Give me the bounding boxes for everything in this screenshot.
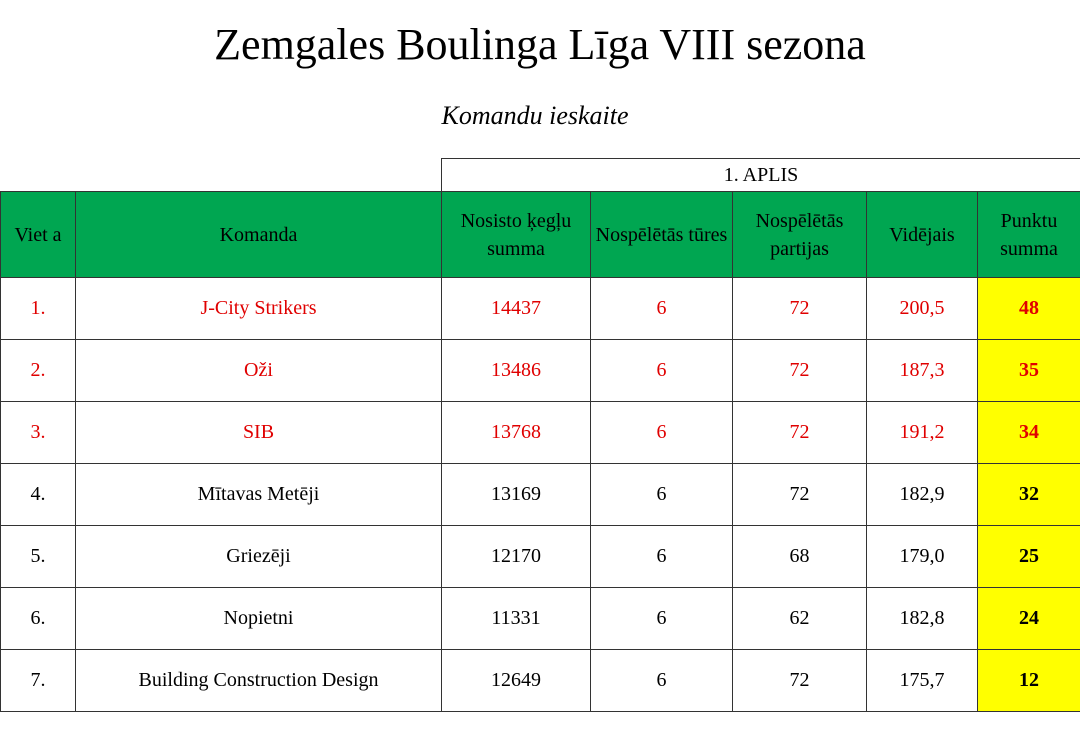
col-header-pins: Nosisto ķegļu summa xyxy=(442,192,591,278)
table-row xyxy=(1,278,1080,340)
place-cell: 1. xyxy=(1,278,76,340)
rounds-cell: 6 xyxy=(591,650,733,712)
average-cell: 179,0 xyxy=(867,526,978,588)
pins-cell: 13486 xyxy=(442,340,591,402)
pins-cell: 12649 xyxy=(442,650,591,712)
points-cell: 32 xyxy=(978,464,1080,526)
col-header-games: Nospēlētās partijas xyxy=(733,192,867,278)
average-cell: 200,5 xyxy=(867,278,978,340)
table-row xyxy=(1,588,1080,650)
average-cell: 175,7 xyxy=(867,650,978,712)
rounds-cell: 6 xyxy=(591,526,733,588)
pins-cell: 12170 xyxy=(442,526,591,588)
header-spacer xyxy=(1,159,442,192)
games-cell: 68 xyxy=(733,526,867,588)
round-header: 1. APLIS xyxy=(442,159,1080,192)
column-header-row xyxy=(1,192,1080,278)
team-cell: SIB xyxy=(76,402,442,464)
points-cell: 24 xyxy=(978,588,1080,650)
average-cell: 182,8 xyxy=(867,588,978,650)
table-row xyxy=(1,464,1080,526)
points-cell: 48 xyxy=(978,278,1080,340)
table-row xyxy=(1,650,1080,712)
table-row xyxy=(1,340,1080,402)
average-cell: 187,3 xyxy=(867,340,978,402)
col-header-place: Viet a xyxy=(1,192,76,278)
page-title: Zemgales Boulinga Līga VIII sezona xyxy=(214,20,866,69)
points-cell: 35 xyxy=(978,340,1080,402)
rounds-cell: 6 xyxy=(591,340,733,402)
average-cell: 182,9 xyxy=(867,464,978,526)
average-cell: 191,2 xyxy=(867,402,978,464)
place-cell: 6. xyxy=(1,588,76,650)
pins-cell: 14437 xyxy=(442,278,591,340)
games-cell: 72 xyxy=(733,278,867,340)
place-cell: 5. xyxy=(1,526,76,588)
points-cell: 12 xyxy=(978,650,1080,712)
table-row xyxy=(1,402,1080,464)
team-cell: Griezēji xyxy=(76,526,442,588)
games-cell: 72 xyxy=(733,650,867,712)
place-cell: 3. xyxy=(1,402,76,464)
team-cell: J-City Strikers xyxy=(76,278,442,340)
pins-cell: 11331 xyxy=(442,588,591,650)
games-cell: 62 xyxy=(733,588,867,650)
points-cell: 25 xyxy=(978,526,1080,588)
team-cell: Building Construction Design xyxy=(76,650,442,712)
col-header-average: Vidējais xyxy=(867,192,978,278)
games-cell: 72 xyxy=(733,402,867,464)
pins-cell: 13169 xyxy=(442,464,591,526)
points-cell: 34 xyxy=(978,402,1080,464)
team-cell: Nopietni xyxy=(76,588,442,650)
col-header-points: Punktu summa xyxy=(978,192,1080,278)
place-cell: 2. xyxy=(1,340,76,402)
table-row xyxy=(1,526,1080,588)
place-cell: 4. xyxy=(1,464,76,526)
rounds-cell: 6 xyxy=(591,588,733,650)
place-cell: 7. xyxy=(1,650,76,712)
team-cell: Mītavas Metēji xyxy=(76,464,442,526)
page-subtitle: Komandu ieskaite xyxy=(441,101,629,130)
col-header-rounds: Nospēlētās tūres xyxy=(591,192,733,278)
pins-cell: 13768 xyxy=(442,402,591,464)
team-cell: Oži xyxy=(76,340,442,402)
games-cell: 72 xyxy=(733,464,867,526)
rounds-cell: 6 xyxy=(591,464,733,526)
standings-table xyxy=(0,158,1080,712)
games-cell: 72 xyxy=(733,340,867,402)
col-header-team: Komanda xyxy=(76,192,442,278)
rounds-cell: 6 xyxy=(591,402,733,464)
rounds-cell: 6 xyxy=(591,278,733,340)
